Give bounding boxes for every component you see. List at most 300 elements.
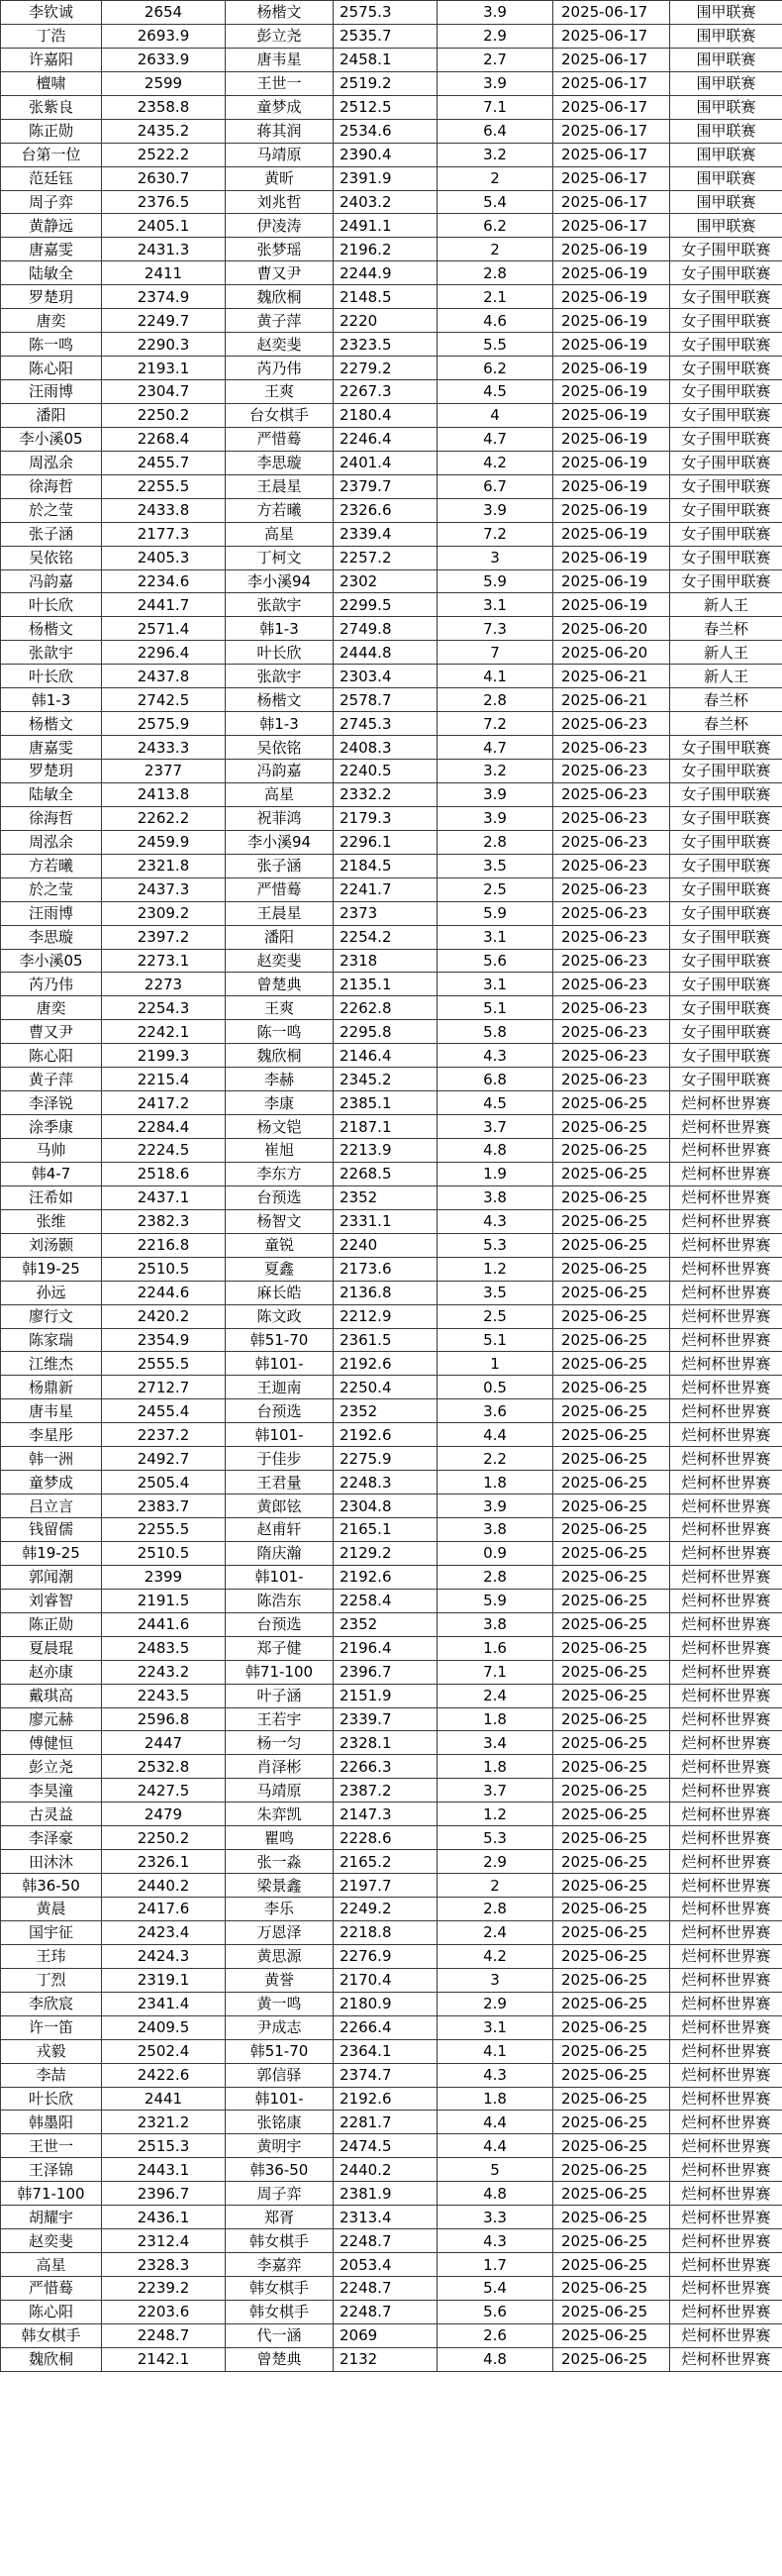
opponent-rating-cell: 2244.9 (334, 261, 438, 285)
player-rating-cell: 2376.5 (102, 190, 226, 214)
table-row (1, 427, 782, 451)
table-row (1, 546, 782, 569)
table-row (1, 451, 782, 474)
value-cell: 3.9 (438, 71, 553, 95)
date-cell: 2025-06-23 (553, 854, 670, 877)
player-rating-cell: 2328.3 (102, 2253, 226, 2277)
opponent-cell: 李小溪94 (226, 830, 334, 854)
opponent-cell: 童梦成 (226, 95, 334, 119)
event-cell: 烂柯杯世界赛 (670, 2063, 782, 2087)
opponent-rating-cell: 2374.7 (334, 2063, 438, 2087)
table-row (1, 95, 782, 119)
opponent-rating-cell: 2331.1 (334, 1209, 438, 1233)
table-row (1, 996, 782, 1020)
value-cell: 4.7 (438, 736, 553, 760)
event-cell: 烂柯杯世界赛 (670, 1091, 782, 1115)
event-cell: 新人王 (670, 593, 782, 617)
player-cell: 冯韵嘉 (1, 569, 102, 593)
player-rating-cell: 2250.2 (102, 403, 226, 427)
table-row (1, 1044, 782, 1068)
opponent-cell: 张歆宇 (226, 665, 334, 688)
date-cell: 2025-06-23 (553, 996, 670, 1020)
date-cell: 2025-06-19 (553, 285, 670, 309)
value-cell: 1.9 (438, 1162, 553, 1185)
value-cell: 0.9 (438, 1541, 553, 1565)
opponent-cell: 王爽 (226, 380, 334, 404)
opponent-rating-cell: 2749.8 (334, 617, 438, 641)
event-cell: 女子围甲联赛 (670, 569, 782, 593)
opponent-rating-cell: 2132 (334, 2347, 438, 2371)
player-rating-cell: 2309.2 (102, 901, 226, 925)
value-cell: 3.2 (438, 760, 553, 783)
value-cell: 2.5 (438, 1304, 553, 1328)
player-rating-cell: 2341.4 (102, 1992, 226, 2015)
player-cell: 周子弈 (1, 190, 102, 214)
opponent-rating-cell: 2246.4 (334, 427, 438, 451)
value-cell: 3.1 (438, 925, 553, 949)
opponent-rating-cell: 2184.5 (334, 854, 438, 877)
opponent-cell: 李嘉弈 (226, 2253, 334, 2277)
date-cell: 2025-06-25 (553, 2063, 670, 2087)
table-row (1, 2111, 782, 2134)
date-cell: 2025-06-25 (553, 1779, 670, 1803)
player-cell: 周泓余 (1, 451, 102, 474)
opponent-cell: 韩1-3 (226, 617, 334, 641)
event-cell: 烂柯杯世界赛 (670, 1992, 782, 2015)
player-rating-cell: 2433.8 (102, 498, 226, 522)
date-cell: 2025-06-21 (553, 688, 670, 712)
date-cell: 2025-06-17 (553, 71, 670, 95)
player-cell: 李星彤 (1, 1423, 102, 1447)
player-cell: 陈正勋 (1, 119, 102, 143)
opponent-cell: 朱弈凯 (226, 1803, 334, 1826)
value-cell: 5.9 (438, 569, 553, 593)
table-row (1, 854, 782, 877)
player-cell: 钱留儒 (1, 1518, 102, 1542)
opponent-cell: 黄思源 (226, 1944, 334, 1968)
value-cell: 4.4 (438, 2111, 553, 2134)
event-cell: 女子围甲联赛 (670, 877, 782, 901)
player-cell: 戎毅 (1, 2039, 102, 2063)
player-rating-cell: 2326.1 (102, 1850, 226, 1874)
opponent-cell: 韩36-50 (226, 2158, 334, 2182)
table-row (1, 48, 782, 71)
opponent-cell: 赵甫轩 (226, 1518, 334, 1542)
opponent-cell: 李思璇 (226, 451, 334, 474)
player-cell: 高星 (1, 2253, 102, 2277)
player-cell: 叶长欣 (1, 593, 102, 617)
table-row (1, 498, 782, 522)
value-cell: 7.2 (438, 522, 553, 546)
table-row (1, 1920, 782, 1944)
opponent-cell: 台女棋手 (226, 403, 334, 427)
date-cell: 2025-06-25 (553, 1660, 670, 1684)
date-cell: 2025-06-25 (553, 2182, 670, 2206)
player-rating-cell: 2522.2 (102, 143, 226, 166)
event-cell: 烂柯杯世界赛 (670, 1803, 782, 1826)
value-cell: 3.8 (438, 1518, 553, 1542)
opponent-cell: 黄誉 (226, 1968, 334, 1992)
opponent-rating-cell: 2345.2 (334, 1068, 438, 1091)
player-rating-cell: 2273.1 (102, 949, 226, 973)
results-table-body (1, 1, 782, 2372)
opponent-rating-cell: 2373 (334, 901, 438, 925)
date-cell: 2025-06-25 (553, 2323, 670, 2347)
value-cell: 2 (438, 166, 553, 190)
opponent-cell: 彭立尧 (226, 24, 334, 48)
opponent-rating-cell: 2170.4 (334, 1968, 438, 1992)
value-cell: 2.8 (438, 688, 553, 712)
player-cell: 杨楷文 (1, 617, 102, 641)
opponent-rating-cell: 2146.4 (334, 1044, 438, 1068)
opponent-cell: 杨楷文 (226, 1, 334, 25)
opponent-rating-cell: 2318 (334, 949, 438, 973)
date-cell: 2025-06-19 (553, 261, 670, 285)
player-rating-cell: 2596.8 (102, 1707, 226, 1731)
opponent-cell: 梁景鑫 (226, 1874, 334, 1898)
table-row (1, 2347, 782, 2371)
value-cell: 6.8 (438, 1068, 553, 1091)
player-rating-cell: 2397.2 (102, 925, 226, 949)
opponent-rating-cell: 2390.4 (334, 143, 438, 166)
date-cell: 2025-06-17 (553, 24, 670, 48)
event-cell: 烂柯杯世界赛 (670, 1447, 782, 1471)
opponent-rating-cell: 2129.2 (334, 1541, 438, 1565)
table-row (1, 1636, 782, 1660)
player-rating-cell: 2290.3 (102, 333, 226, 357)
event-cell: 女子围甲联赛 (670, 1068, 782, 1091)
table-row (1, 24, 782, 48)
date-cell: 2025-06-25 (553, 1352, 670, 1376)
value-cell: 2.1 (438, 285, 553, 309)
date-cell: 2025-06-25 (553, 1399, 670, 1423)
date-cell: 2025-06-25 (553, 1944, 670, 1968)
table-row (1, 569, 782, 593)
event-cell: 烂柯杯世界赛 (670, 1589, 782, 1612)
event-cell: 烂柯杯世界赛 (670, 1162, 782, 1185)
opponent-rating-cell: 2147.3 (334, 1803, 438, 1826)
event-cell: 围甲联赛 (670, 190, 782, 214)
opponent-rating-cell: 2165.1 (334, 1518, 438, 1542)
event-cell: 围甲联赛 (670, 166, 782, 190)
event-cell: 女子围甲联赛 (670, 996, 782, 1020)
value-cell: 5.3 (438, 1233, 553, 1257)
date-cell: 2025-06-25 (553, 1755, 670, 1779)
opponent-rating-cell: 2266.3 (334, 1755, 438, 1779)
table-row (1, 1281, 782, 1304)
player-rating-cell: 2422.6 (102, 2063, 226, 2087)
table-row (1, 2253, 782, 2277)
opponent-cell: 肖泽彬 (226, 1755, 334, 1779)
player-cell: 李喆 (1, 2063, 102, 2087)
event-cell: 女子围甲联赛 (670, 333, 782, 357)
opponent-rating-cell: 2396.7 (334, 1660, 438, 1684)
opponent-rating-cell: 2053.4 (334, 2253, 438, 2277)
player-rating-cell: 2142.1 (102, 2347, 226, 2371)
date-cell: 2025-06-25 (553, 1565, 670, 1589)
event-cell: 烂柯杯世界赛 (670, 1115, 782, 1139)
opponent-cell: 赵奕斐 (226, 333, 334, 357)
opponent-cell: 杨文铠 (226, 1115, 334, 1139)
player-cell: 陈家瑞 (1, 1328, 102, 1352)
opponent-rating-cell: 2379.7 (334, 474, 438, 498)
opponent-cell: 韩101- (226, 1423, 334, 1447)
opponent-rating-cell: 2254.2 (334, 925, 438, 949)
opponent-cell: 麻长皓 (226, 1281, 334, 1304)
player-cell: 李思璇 (1, 925, 102, 949)
date-cell: 2025-06-25 (553, 2134, 670, 2158)
player-cell: 王玮 (1, 1944, 102, 1968)
value-cell: 2.5 (438, 877, 553, 901)
player-cell: 杨鼎新 (1, 1376, 102, 1399)
opponent-cell: 韩女棋手 (226, 2277, 334, 2301)
opponent-cell: 曾楚典 (226, 2347, 334, 2371)
table-row (1, 830, 782, 854)
player-cell: 韩71-100 (1, 2182, 102, 2206)
date-cell: 2025-06-25 (553, 1541, 670, 1565)
date-cell: 2025-06-25 (553, 1233, 670, 1257)
value-cell: 3.6 (438, 1399, 553, 1423)
player-rating-cell: 2440.2 (102, 1874, 226, 1898)
event-cell: 女子围甲联赛 (670, 522, 782, 546)
player-cell: 陆敏全 (1, 782, 102, 806)
player-rating-cell: 2321.8 (102, 854, 226, 877)
event-cell: 烂柯杯世界赛 (670, 2087, 782, 2111)
date-cell: 2025-06-25 (553, 1376, 670, 1399)
table-row (1, 1826, 782, 1850)
opponent-rating-cell: 2248.7 (334, 2277, 438, 2301)
value-cell: 7.1 (438, 1660, 553, 1684)
value-cell: 5.3 (438, 1826, 553, 1850)
player-rating-cell: 2224.5 (102, 1139, 226, 1163)
value-cell: 3.8 (438, 1185, 553, 1209)
opponent-cell: 台预选 (226, 1399, 334, 1423)
event-cell: 女子围甲联赛 (670, 403, 782, 427)
table-row (1, 1139, 782, 1163)
date-cell: 2025-06-23 (553, 901, 670, 925)
player-rating-cell: 2455.4 (102, 1399, 226, 1423)
player-cell: 涂季康 (1, 1115, 102, 1139)
opponent-cell: 伊凌涛 (226, 214, 334, 238)
player-cell: 李昊潼 (1, 1779, 102, 1803)
date-cell: 2025-06-25 (553, 1826, 670, 1850)
player-rating-cell: 2693.9 (102, 24, 226, 48)
value-cell: 2.2 (438, 1447, 553, 1471)
event-cell: 女子围甲联赛 (670, 736, 782, 760)
player-cell: 刘汤颢 (1, 1233, 102, 1257)
player-rating-cell: 2505.4 (102, 1471, 226, 1494)
date-cell: 2025-06-25 (553, 1281, 670, 1304)
value-cell: 3.8 (438, 1612, 553, 1636)
player-rating-cell: 2431.3 (102, 238, 226, 261)
date-cell: 2025-06-23 (553, 973, 670, 996)
player-cell: 唐嘉雯 (1, 736, 102, 760)
opponent-rating-cell: 2491.1 (334, 214, 438, 238)
table-row (1, 712, 782, 736)
opponent-cell: 夏鑫 (226, 1257, 334, 1281)
player-rating-cell: 2443.1 (102, 2158, 226, 2182)
player-rating-cell: 2424.3 (102, 1944, 226, 1968)
player-cell: 叶长欣 (1, 665, 102, 688)
player-rating-cell: 2492.7 (102, 1447, 226, 1471)
opponent-cell: 台预选 (226, 1185, 334, 1209)
event-cell: 女子围甲联赛 (670, 830, 782, 854)
opponent-cell: 王迦南 (226, 1376, 334, 1399)
opponent-cell: 赵奕斐 (226, 949, 334, 973)
player-rating-cell: 2234.6 (102, 569, 226, 593)
event-cell: 女子围甲联赛 (670, 901, 782, 925)
player-rating-cell: 2654 (102, 1, 226, 25)
player-rating-cell: 2296.4 (102, 641, 226, 665)
event-cell: 烂柯杯世界赛 (670, 2134, 782, 2158)
event-cell: 烂柯杯世界赛 (670, 1541, 782, 1565)
opponent-rating-cell: 2458.1 (334, 48, 438, 71)
opponent-cell: 瞿鸣 (226, 1826, 334, 1850)
table-row (1, 949, 782, 973)
date-cell: 2025-06-17 (553, 190, 670, 214)
value-cell: 1.8 (438, 1755, 553, 1779)
value-cell: 6.4 (438, 119, 553, 143)
player-cell: 郭闻潮 (1, 1565, 102, 1589)
opponent-rating-cell: 2332.2 (334, 782, 438, 806)
player-rating-cell: 2479 (102, 1803, 226, 1826)
opponent-cell: 叶长欣 (226, 641, 334, 665)
date-cell: 2025-06-25 (553, 2015, 670, 2039)
event-cell: 烂柯杯世界赛 (670, 1376, 782, 1399)
player-cell: 李小溪05 (1, 949, 102, 973)
opponent-cell: 韩101- (226, 1565, 334, 1589)
player-rating-cell: 2216.8 (102, 1233, 226, 1257)
event-cell: 烂柯杯世界赛 (670, 1660, 782, 1684)
value-cell: 4.8 (438, 1139, 553, 1163)
table-row (1, 665, 782, 688)
opponent-rating-cell: 2165.2 (334, 1850, 438, 1874)
player-cell: 张维 (1, 1209, 102, 1233)
player-rating-cell: 2437.8 (102, 665, 226, 688)
table-row (1, 2206, 782, 2229)
opponent-rating-cell: 2262.8 (334, 996, 438, 1020)
event-cell: 烂柯杯世界赛 (670, 1352, 782, 1376)
table-row (1, 736, 782, 760)
opponent-rating-cell: 2401.4 (334, 451, 438, 474)
event-cell: 女子围甲联赛 (670, 925, 782, 949)
player-cell: 方若曦 (1, 854, 102, 877)
opponent-cell: 张子涵 (226, 854, 334, 877)
value-cell: 1.8 (438, 2087, 553, 2111)
value-cell: 4.1 (438, 665, 553, 688)
opponent-cell: 马靖原 (226, 143, 334, 166)
table-row (1, 925, 782, 949)
value-cell: 6.2 (438, 357, 553, 380)
table-row (1, 1471, 782, 1494)
date-cell: 2025-06-19 (553, 403, 670, 427)
player-cell: 徐海哲 (1, 474, 102, 498)
event-cell: 烂柯杯世界赛 (670, 1494, 782, 1518)
event-cell: 烂柯杯世界赛 (670, 1565, 782, 1589)
value-cell: 4.1 (438, 2039, 553, 2063)
opponent-rating-cell: 2197.7 (334, 1874, 438, 1898)
date-cell: 2025-06-23 (553, 925, 670, 949)
date-cell: 2025-06-25 (553, 1803, 670, 1826)
value-cell: 7.3 (438, 617, 553, 641)
opponent-cell: 黄明宇 (226, 2134, 334, 2158)
date-cell: 2025-06-19 (553, 357, 670, 380)
opponent-rating-cell: 2192.6 (334, 2087, 438, 2111)
opponent-cell: 曹又尹 (226, 261, 334, 285)
opponent-rating-cell: 2534.6 (334, 119, 438, 143)
table-row (1, 1779, 782, 1803)
value-cell: 3.5 (438, 1281, 553, 1304)
event-cell: 烂柯杯世界赛 (670, 1874, 782, 1898)
opponent-rating-cell: 2339.7 (334, 1707, 438, 1731)
value-cell: 3.1 (438, 973, 553, 996)
player-rating-cell: 2405.1 (102, 214, 226, 238)
date-cell: 2025-06-25 (553, 2206, 670, 2229)
value-cell: 3.9 (438, 498, 553, 522)
player-rating-cell: 2242.1 (102, 1020, 226, 1044)
player-rating-cell: 2436.1 (102, 2206, 226, 2229)
player-rating-cell: 2374.9 (102, 285, 226, 309)
value-cell: 5.1 (438, 1328, 553, 1352)
player-rating-cell: 2382.3 (102, 1209, 226, 1233)
date-cell: 2025-06-25 (553, 1139, 670, 1163)
value-cell: 4.4 (438, 1423, 553, 1447)
player-cell: 王泽锦 (1, 2158, 102, 2182)
table-row (1, 1399, 782, 1423)
date-cell: 2025-06-25 (553, 1920, 670, 1944)
date-cell: 2025-06-25 (553, 1518, 670, 1542)
table-row (1, 214, 782, 238)
event-cell: 女子围甲联赛 (670, 854, 782, 877)
opponent-rating-cell: 2279.2 (334, 357, 438, 380)
value-cell: 4.3 (438, 1209, 553, 1233)
opponent-cell: 黄郎铉 (226, 1494, 334, 1518)
player-cell: 曹又尹 (1, 1020, 102, 1044)
value-cell: 3.1 (438, 2015, 553, 2039)
opponent-cell: 陈浩东 (226, 1589, 334, 1612)
opponent-cell: 杨一匀 (226, 1731, 334, 1755)
opponent-cell: 李赫 (226, 1068, 334, 1091)
value-cell: 3.9 (438, 806, 553, 830)
player-cell: 唐韦星 (1, 1399, 102, 1423)
player-rating-cell: 2712.7 (102, 1376, 226, 1399)
opponent-cell: 高星 (226, 782, 334, 806)
player-cell: 韩一洲 (1, 1447, 102, 1471)
player-rating-cell: 2177.3 (102, 522, 226, 546)
date-cell: 2025-06-25 (553, 2253, 670, 2277)
player-rating-cell: 2249.7 (102, 309, 226, 333)
table-row (1, 806, 782, 830)
event-cell: 围甲联赛 (670, 95, 782, 119)
value-cell: 5 (438, 2158, 553, 2182)
player-rating-cell: 2441.7 (102, 593, 226, 617)
event-cell: 女子围甲联赛 (670, 285, 782, 309)
event-cell: 女子围甲联赛 (670, 949, 782, 973)
event-cell: 烂柯杯世界赛 (670, 1209, 782, 1233)
opponent-cell: 万恩泽 (226, 1920, 334, 1944)
opponent-rating-cell: 2248.7 (334, 2229, 438, 2253)
player-rating-cell: 2262.2 (102, 806, 226, 830)
opponent-cell: 张歆宇 (226, 593, 334, 617)
player-cell: 丁烈 (1, 1968, 102, 1992)
event-cell: 烂柯杯世界赛 (670, 2182, 782, 2206)
opponent-cell: 陈一鸣 (226, 1020, 334, 1044)
event-cell: 春兰杯 (670, 712, 782, 736)
value-cell: 2 (438, 238, 553, 261)
date-cell: 2025-06-17 (553, 48, 670, 71)
value-cell: 2.8 (438, 261, 553, 285)
date-cell: 2025-06-17 (553, 143, 670, 166)
